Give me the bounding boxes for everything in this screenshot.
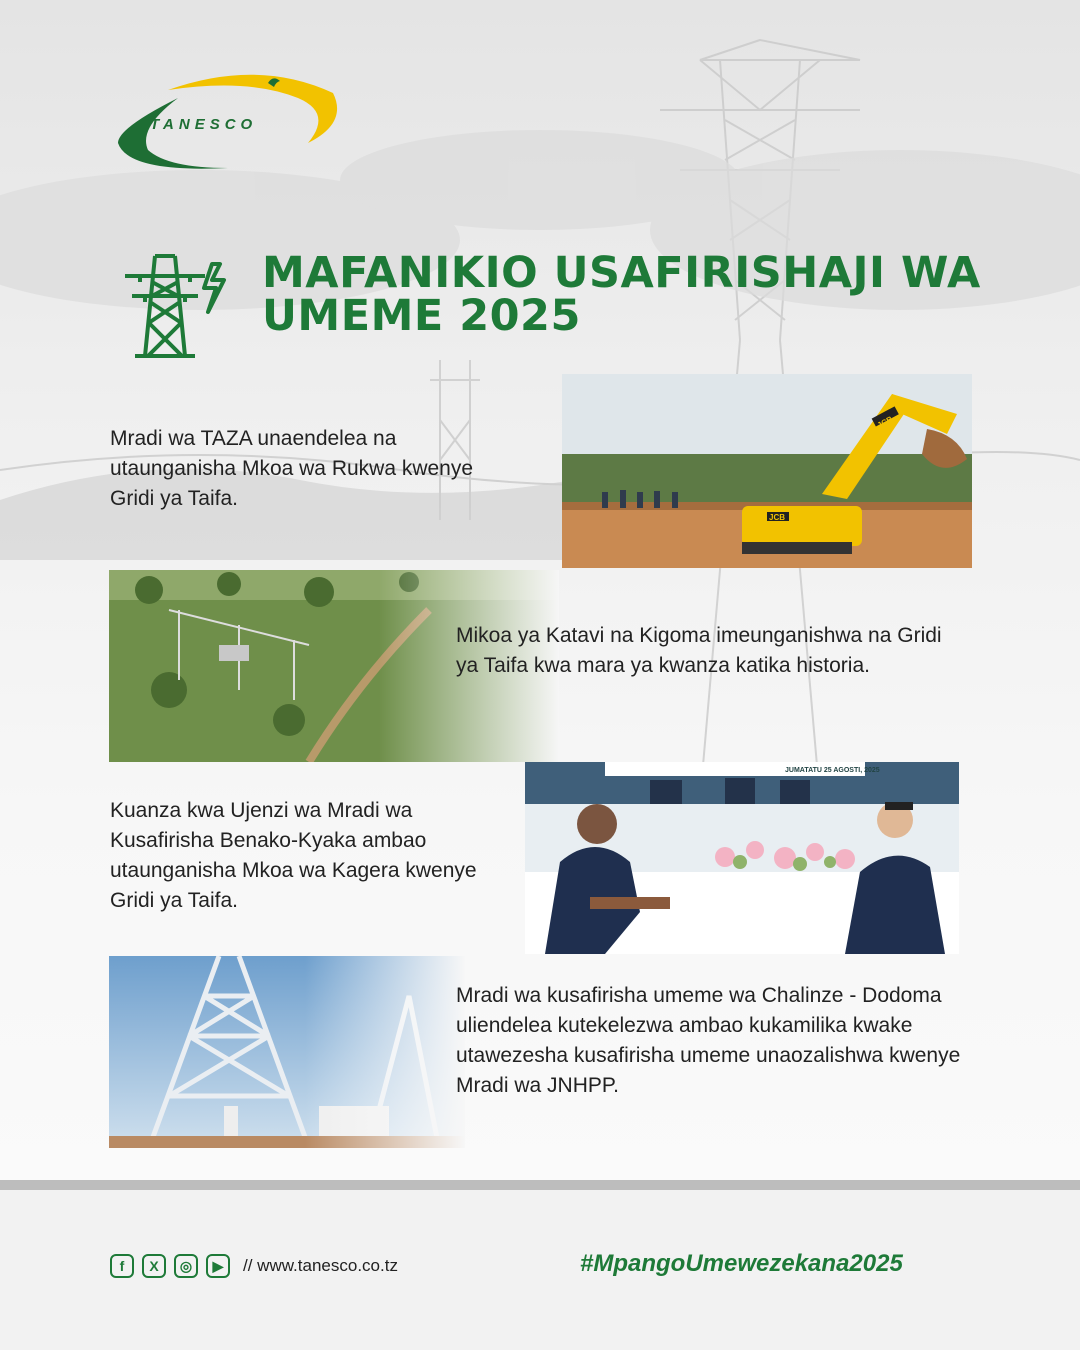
- transmission-tower-icon: [120, 252, 235, 360]
- footer-divider: [0, 1180, 1080, 1190]
- website-link[interactable]: // www.tanesco.co.tz: [243, 1256, 398, 1275]
- jcb-boom-text: JCB: [875, 414, 895, 430]
- item-1-text: Mradi wa TAZA unaendelea na utaunganisha Mkoa wa Rukwa kwenye Gridi ya Taifa.: [110, 427, 474, 510]
- hashtag-prefix: #MpangoUmewezekana: [580, 1250, 850, 1277]
- logo-wordmark: TANESCO: [150, 116, 258, 133]
- excavator-photo: [562, 374, 972, 568]
- transmission-tower-construction-photo: [109, 956, 465, 1148]
- item-3-text: Kuanza kwa Ujenzi wa Mradi wa Kusafirisha Benako-Kyaka ambao utaunganisha Mkoa wa Kagera kwenye Gridi ya Taifa.: [110, 799, 477, 912]
- jcb-body-text: JCB: [769, 513, 786, 522]
- facebook-icon[interactable]: f: [110, 1254, 134, 1278]
- item-4-text: Mradi wa kusafirisha umeme wa Chalinze - Dodoma uliendelea kutekelezwa ambao kukamilika kwake utawezesha kusafirisha umeme unaozalishwa kwenye Mradi wa JNHPP.: [456, 984, 961, 1097]
- campaign-hashtag: [580, 1250, 903, 1278]
- contract-signing-photo: [525, 762, 959, 954]
- banner-date-text: JUMATATU 25 AGOSTI, 2025: [785, 767, 880, 774]
- page-title: MAFANIKIO USAFIRISHAJI WA UMEME 2025: [262, 248, 981, 341]
- hashtag-year: 2025: [849, 1250, 903, 1277]
- item-2-text: Mikoa ya Katavi na Kigoma imeunganishwa na Gridi ya Taifa kwa mara ya kwanza katika historia.: [456, 624, 942, 677]
- youtube-icon[interactable]: ▶: [206, 1254, 230, 1278]
- instagram-icon[interactable]: ◎: [174, 1254, 198, 1278]
- x-icon[interactable]: X: [142, 1254, 166, 1278]
